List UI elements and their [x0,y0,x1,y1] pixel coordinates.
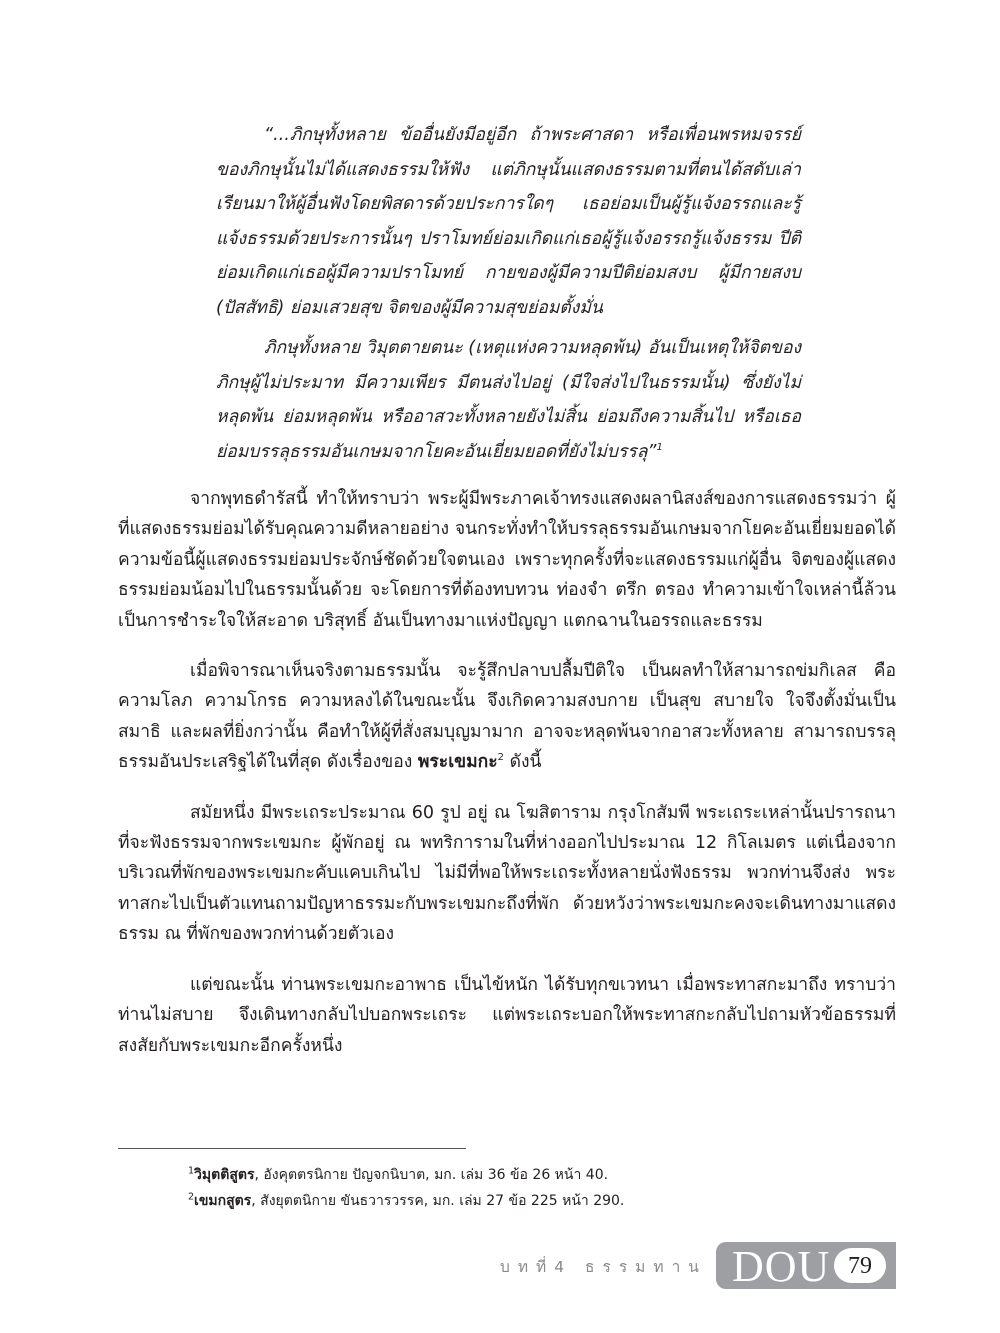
body-text [118,484,896,1081]
paragraph-text: ดังนี้ [504,752,542,773]
footnote-item [188,1188,888,1214]
footnote-ref[interactable]: 2 [497,752,505,764]
footnote-citation: , อังคุตตรนิกาย ปัญจกนิบาต, มก. เล่ม 36 ข้อ 26 หน้า 40. [254,1167,609,1183]
footer-badge [716,1242,896,1289]
dou-logo: DOU [732,1242,831,1291]
body-paragraph [118,656,896,778]
quote-text: “...ภิกษุทั้งหลาย ข้ออื่นยังมีอยู่อีก ถ้าพระศาสดา หรือเพื่อนพรหมจรรย์ของภิกษุนั้นไม่ได้แสดงธรรมให้ฟัง แต่ภิกษุนั้นแสดงธรรมตามที่ตนได้สดับเล่าเรียนมาให้ผู้อื่นฟังโดยพิสดารด้วยประการใดๆ เธอย่อมเป็นผู้รู้แจ้งอรรถและรู้แจ้งธรรมด้วยประการนั้นๆ ปราโมทย์ย่อมเกิดแก่เธอผู้รู้แจ้งอรรถรู้แจ้งธรรม ปีติย่อมเกิดแก่เธอผู้มีความปราโมทย์ กายของผู้มีความปีติย่อมสงบ ผู้มีกายสงบ (ปัสสัทธิ) ย่อมเสวยสุข จิตของผู้มีความสุขย่อมตั้งมั่น [216,125,801,318]
footnote-number: 1 [188,1165,195,1177]
body-paragraph: แต่ขณะนั้น ท่านพระเขมกะอาพาธ เป็นไข้หนัก ได้รับทุกขเวทนา เมื่อพระทาสกะมาถึง ทราบว่าท่านไม่สบาย จึงเดินทางกลับไปบอกพระเถระ แต่พระเถระบอกให้พระทาสกะกลับไปถามหัวข้อธรรมที่สงสัยกับพระเขมกะอีกครั้งหนึ่ง [118,974,896,1056]
bold-name: พระเขมกะ [417,752,498,773]
quote-text: ภิกษุทั้งหลาย วิมุตตายตนะ (เหตุแห่งความหลุดพ้น) อันเป็นเหตุให้จิตของภิกษุผู้ไม่ประมาท มีความเพียร มีตนส่งไปอยู่ (มีใจส่งไปในธรรมนั้น) ซึ่งยังไม่หลุดพ้น ย่อมหลุดพ้น หรืออาสวะทั้งหลายยังไม่สิ้น ย่อมถึงความสิ้นไป หรือเธอย่อมบรรลุธรรมอันเกษมจากโยคะอันเยี่ยมยอดที่ยังไม่บรรลุ” [216,338,801,462]
page-number: 79 [834,1248,886,1283]
footnote-divider [118,1148,466,1149]
footnote-title: เขมกสูตร [194,1193,252,1209]
footnote-number: 2 [188,1191,195,1203]
paragraph-text: เมื่อพิจารณาเห็นจริงตามธรรมนั้น จะรู้สึกปลาบปลื้มปีติใจ เป็นผลทำให้สามารถข่มกิเลส คือความโลภ ความโกรธ ความหลงได้ในขณะนั้น จึงเกิดความสงบกาย เป็นสุข สบายใจ ใจจึงตั้งมั่นเป็นสมาธิ และผลที่ยิ่งกว่านั้น คือทำให้ผู้ที่สั่งสมบุญมามาก อาจจะหลุดพ้นจากอาสวะทั้งหลาย สามารถบรรลุธรรมอันประเสริฐได้ในที่สุด ดังเรื่องของ [118,661,896,773]
body-paragraph: จากพุทธดำรัสนี้ ทำให้ทราบว่า พระผู้มีพระภาคเจ้าทรงแสดงผลานิสงส์ของการแสดงธรรมว่า ผู้ที่แสดงธรรมย่อมได้รับคุณความดีหลายอย่าง จนกระทั่งทำให้บรรลุธรรมอันเกษมจากโยคะอันเยี่ยมยอดได้ ความข้อนี้ผู้แสดงธรรมย่อมประจักษ์ชัดด้วยใจตนเอง เพราะทุกครั้งที่จะแสดงธรรมแก่ผู้อื่น จิตของผู้แสดงธรรมย่อมน้อมไปในธรรมนั้นด้วย จะโดยการที่ต้องทบทวน ท่องจำ ตรึก ตรอง ทำความเข้าใจเหล่านี้ล้วนเป็นการชำระใจให้สะอาด บริสุทธิ์ อันเป็นทางมาแห่งปัญญา แตกฉานในอรรถและธรรม [118,489,896,631]
quote-paragraph [216,331,801,469]
quote-paragraph [216,118,801,325]
body-paragraph: สมัยหนึ่ง มีพระเถระประมาณ 60 รูป อยู่ ณ โฆสิตาราม กรุงโกสัมพี พระเถระเหล่านั้นปรารถนาที่จะฟังธรรมจากพระเขมกะ ผู้พักอยู่ ณ พทริการามในที่ห่างออกไปประมาณ 12 กิโลเมตร แต่เนื่องจากบริเวณที่พักของพระเขมกะคับแคบเกินไป ไม่มีที่พอให้พระเถระทั้งหลายนั่งฟังธรรม พวกท่านจึงส่ง พระทาสกะไปเป็นตัวแทนถามปัญหาธรรมะกับพระเขมกะถึงที่พัก ด้วยหวังว่าพระเขมกะคงจะเดินทางมาแสดงธรรม ณ ที่พักของพวกท่านด้วยตัวเอง [118,802,896,945]
footnote-item [188,1162,888,1188]
footnote-citation: , สังยุตตนิกาย ขันธวารวรรค, มก. เล่ม 27 ข้อ 225 หน้า 290. [251,1193,625,1209]
footnotes [188,1162,888,1214]
chapter-title: บทที่4 ธรรมทาน [500,1258,707,1276]
footnote-title: วิมุตติสูตร [194,1167,255,1183]
sutta-quote [216,118,801,469]
footnote-ref[interactable]: 1 [656,441,663,453]
